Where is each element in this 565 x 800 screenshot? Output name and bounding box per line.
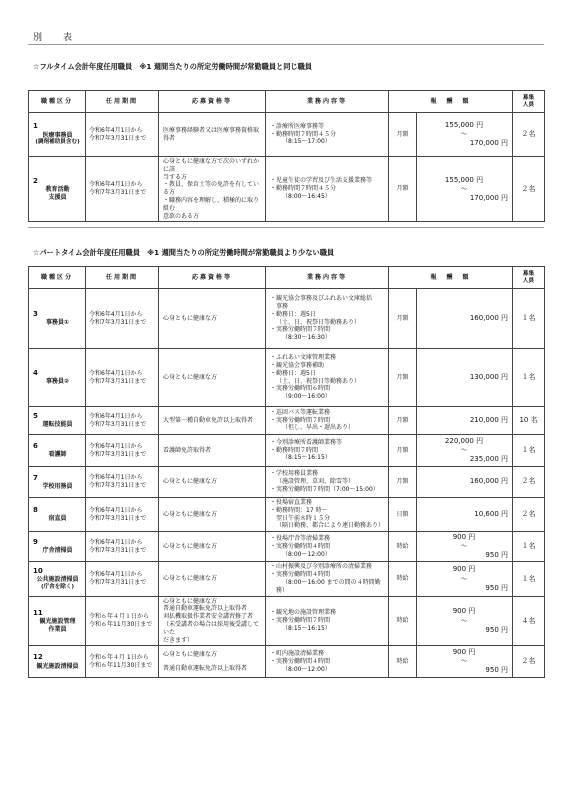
period-cell: [86, 157, 159, 222]
duty-line: （9:00～16:00）: [282, 393, 331, 401]
period-cell: [86, 562, 159, 596]
qualification-cell: [159, 532, 266, 562]
row-number: 11: [33, 608, 43, 617]
header-staff: 募集 人員: [513, 91, 545, 113]
period-line: 令和7年3月31日まで: [89, 318, 147, 326]
duty-line: （土、日、祝祭日等勤務あり）: [276, 377, 361, 385]
period-line: 令和６年11月30日まで: [89, 621, 153, 629]
pay-line: 10,600 円: [474, 510, 509, 519]
qualification-line: 心身ともに健康な方: [163, 478, 218, 486]
duty-line: （8:00～16:00 までの間の４時間勤: [282, 579, 381, 587]
row-number: 9: [33, 538, 38, 547]
table-row: [29, 349, 545, 407]
table-row: [29, 467, 545, 498]
pay-type: 時給: [389, 596, 417, 646]
pay-line: 900 円: [452, 648, 476, 657]
duties-cell: [266, 113, 389, 157]
duty-line: ・実務労働時間４時間: [270, 658, 331, 666]
duty-line: ・今別診療所看護師業務等: [270, 438, 343, 446]
qualification-line: 心身ともに健康な方: [163, 510, 218, 518]
duty-line: ・勤務時間７時間４５分: [270, 185, 337, 193]
duties-cell: [266, 407, 389, 435]
header-duties: 業務内容等: [266, 91, 389, 113]
period-line: 令和7年3月31日まで: [89, 420, 147, 428]
division-cell: [29, 435, 86, 467]
duty-line: （8:00～12:00）: [282, 550, 331, 558]
row-number: 2: [33, 176, 38, 185]
qualification-line: 普通自動車運転免許以上取得者: [163, 665, 248, 673]
qualification-line: 医療事務経験者又は医療事務資格取得者: [163, 126, 260, 142]
pay-type: 時給: [389, 532, 417, 562]
pay-type: 月額: [389, 113, 417, 157]
division-name: 看護師: [48, 451, 67, 459]
fulltime-section-title: ☆フルタイム会計年度任用職員 ※1 週間当たりの所定労働時間が常勤職員と同じ職員: [33, 62, 312, 71]
qualification-cell: [159, 646, 266, 678]
division-cell: [29, 532, 86, 562]
pay-line: ～: [460, 184, 468, 193]
pay-type: 時給: [389, 646, 417, 678]
table-row: [29, 407, 545, 435]
duty-line: ・実務労働時間７時間: [270, 416, 331, 424]
duties-cell: [266, 349, 389, 407]
division-cell: [29, 113, 86, 157]
duties-cell: [266, 562, 389, 596]
pay-amount: [417, 289, 513, 349]
qualification-line: 普通自動車運転免許以上取得者: [163, 605, 248, 613]
duty-line: ・児童生徒の学習及び生活支援業務等: [270, 177, 373, 185]
period-cell: [86, 435, 159, 467]
pay-line: 950 円: [485, 666, 509, 675]
period-cell: [86, 498, 159, 532]
pay-line: 130,000 円: [469, 372, 509, 381]
period-cell: [86, 349, 159, 407]
division-name-line2: 支援員: [48, 193, 67, 201]
qualification-cell: [159, 562, 266, 596]
division-name: 学校用務員: [42, 482, 73, 490]
qualification-line: 刈払機取扱作業者安全講習修了者: [163, 613, 254, 621]
pay-type: 月額: [389, 407, 417, 435]
pay-amount: [417, 157, 513, 222]
divider: [28, 44, 544, 45]
duties-cell: [266, 289, 389, 349]
pay-type: 月額: [389, 157, 417, 222]
staff-count: １名: [513, 562, 545, 596]
period-line: 令和7年3月31日まで: [89, 579, 147, 587]
duties-cell: [266, 157, 389, 222]
qualification-line: （未受講者の場合は採用後受講していた: [163, 621, 260, 636]
duty-line: ・役場宿直業務: [270, 499, 313, 506]
pay-line: ～: [460, 445, 468, 454]
pay-type: 月額: [389, 289, 417, 349]
staff-count: １名: [513, 289, 545, 349]
duty-line: ・勤務時間７時間４５分: [270, 130, 337, 138]
duty-line: （但し、早出・遅出あり）: [282, 424, 355, 432]
qualification-cell: [159, 596, 266, 646]
header-period: 任用期間: [86, 267, 159, 289]
staff-count: 10 名: [513, 407, 545, 435]
qualification-line: 心身ともに健康な方で次のいずれかに該: [163, 158, 260, 173]
duties-cell: [266, 532, 389, 562]
pay-line: ～: [460, 574, 468, 583]
period-cell: [86, 596, 159, 646]
duty-line: ・巡回バス等運転業務: [270, 408, 331, 416]
duty-line: ・実務労働時間６時間: [270, 385, 331, 393]
division-name: 庁舎清掃員: [42, 547, 73, 555]
qualification-cell: [159, 498, 266, 532]
duty-line: 務）: [276, 586, 289, 594]
duty-line: 翌日午前８時１５分: [276, 514, 331, 522]
qualification-line: 当する方: [163, 173, 188, 181]
duty-line: ・勤務日：週5日: [270, 310, 316, 318]
pay-line: ～: [460, 129, 468, 138]
period-line: 令和7年3月31日まで: [89, 482, 147, 489]
qualification-line: 大型第一種自動車免許以上取得者: [163, 416, 254, 424]
duty-line: （8:15～16:15）: [282, 624, 331, 632]
duty-line: ・実務労働時間７時間: [270, 326, 331, 334]
period-line: 令和6年4月1日から: [89, 412, 143, 420]
duty-line: （8:30～16:30）: [282, 334, 331, 342]
pay-line: ～: [460, 542, 468, 551]
period-line: 令和7年3月31日まで: [89, 189, 147, 197]
division-name: 運転技能員: [42, 421, 73, 429]
qualification-line: 心身ともに健康な方: [163, 314, 218, 322]
header-duties: 業務内容等: [266, 267, 389, 289]
division-name: 教育活動: [45, 185, 70, 193]
row-number: 3: [33, 310, 38, 319]
duty-line: ・診療所医療事務等: [270, 122, 325, 130]
period-cell: [86, 646, 159, 678]
page-label: 別 表: [33, 33, 79, 43]
duty-line: ・役場庁舎等清掃業務: [270, 535, 331, 543]
qualification-cell: [159, 435, 266, 467]
fulltime-table: [28, 90, 545, 222]
qualification-cell: [159, 349, 266, 407]
duty-line: ・実務労働時間７時間（7:00～15:00）: [270, 485, 379, 493]
period-line: 令和6年4月1日から: [89, 369, 143, 377]
pay-line: ～: [460, 657, 468, 666]
division-note: (庁舎を除く): [40, 583, 75, 590]
row-number: 7: [33, 473, 38, 482]
row-number: 12: [33, 653, 43, 662]
pay-amount: [417, 435, 513, 467]
duty-line: ・実務労働時間４時間: [270, 542, 331, 550]
division-cell: [29, 289, 86, 349]
duties-cell: [266, 498, 389, 532]
header-period: 任用期間: [86, 91, 159, 113]
division-name: 事務員②: [45, 378, 70, 386]
duties-cell: [266, 646, 389, 678]
pay-amount: [417, 349, 513, 407]
duty-line: ・観光協会事務補助: [270, 361, 325, 369]
pay-line: 155,000 円: [444, 175, 484, 184]
staff-count: ２名: [513, 467, 545, 498]
header-division: 職種区分: [29, 267, 86, 289]
division-name: 観光施設管理: [39, 617, 76, 625]
duty-line: （隔日勤務、都合により連日勤務あり）: [276, 522, 385, 530]
division-cell: [29, 562, 86, 596]
division-cell: [29, 596, 86, 646]
period-cell: [86, 467, 159, 498]
table-row: [29, 596, 545, 646]
row-number: 6: [33, 442, 38, 451]
qualification-line: 看護師免許取得者: [163, 446, 212, 454]
pay-amount: [417, 498, 513, 532]
divider: [28, 227, 544, 228]
duties-cell: [266, 596, 389, 646]
division-name: 医療事務員: [42, 131, 73, 139]
duty-line: （8:15～17:00）: [282, 138, 331, 146]
header-pay: 報 酬 額: [389, 91, 513, 113]
duty-line: ・山村振興及び今別診療所の清掃業務: [270, 563, 373, 571]
duty-line: ・観光地の施設管理業務: [270, 609, 337, 617]
qualification-line: だきます）: [163, 636, 194, 644]
duty-line: ・勤務時間：17 時～: [270, 506, 328, 514]
pay-amount: [417, 646, 513, 678]
division-name: 公共施設清掃員: [36, 576, 79, 584]
row-number: 10: [33, 566, 43, 575]
table-row: [29, 435, 545, 467]
duty-line: ・町内施設清掃業務: [270, 650, 325, 658]
pay-type: 月額: [389, 467, 417, 498]
pay-amount: [417, 596, 513, 646]
pay-type: 月額: [389, 435, 417, 467]
pay-line: 900 円: [452, 565, 476, 574]
duty-line: ・学校用務員業務: [270, 470, 319, 478]
staff-count: ４名: [513, 596, 545, 646]
period-cell: [86, 532, 159, 562]
pay-amount: [417, 532, 513, 562]
qualification-cell: [159, 113, 266, 157]
qualification-line: ・職務内容を理解し、積極的に取り組む: [163, 196, 260, 212]
duties-cell: [266, 467, 389, 498]
qualification-line: 心身ともに健康な方: [163, 542, 218, 550]
parttime-table: [28, 266, 545, 678]
division-name-line2: 作業員: [48, 625, 67, 633]
staff-count: ２名: [513, 157, 545, 222]
duty-line: ・ふれあい文庫管理業務: [270, 354, 337, 362]
row-number: 5: [33, 412, 38, 421]
pay-line: 170,000 円: [469, 193, 509, 202]
pay-amount: [417, 407, 513, 435]
pay-line: 160,000 円: [469, 477, 509, 486]
pay-type: 時給: [389, 562, 417, 596]
duty-line: （8:15～16:15）: [282, 454, 331, 462]
row-number: 1: [33, 122, 38, 131]
period-line: 令和６年４月 1日から: [89, 654, 149, 662]
period-line: 令和６年11月30日まで: [89, 661, 153, 669]
pay-line: 950 円: [485, 583, 509, 592]
duties-cell: [266, 435, 389, 467]
period-line: 令和7年3月31日まで: [89, 546, 147, 554]
pay-line: 950 円: [485, 625, 509, 634]
pay-amount: [417, 467, 513, 498]
pay-line: 900 円: [452, 607, 476, 616]
division-name: 観光施設清掃員: [36, 662, 79, 670]
period-cell: [86, 289, 159, 349]
period-line: 令和6年4月1日から: [89, 310, 143, 318]
period-line: 令和7年3月31日まで: [89, 134, 147, 142]
period-line: 令和６年４月１日から: [89, 613, 150, 621]
header-qualification: 応募資格等: [159, 91, 266, 113]
staff-count: １名: [513, 349, 545, 407]
pay-line: 900 円: [452, 533, 476, 542]
period-cell: [86, 113, 159, 157]
duty-line: ・勤務時間７時間: [270, 446, 319, 454]
period-line: 令和6年4月1日から: [89, 571, 143, 579]
duty-line: 事務: [276, 302, 289, 310]
qualification-cell: [159, 289, 266, 349]
division-name: 事務員①: [45, 319, 70, 327]
qualification-line: 心身ともに健康な方: [163, 373, 218, 381]
qualification-cell: [159, 467, 266, 498]
qualification-cell: [159, 157, 266, 222]
staff-count: １名: [513, 435, 545, 467]
period-cell: [86, 407, 159, 435]
duty-line: （施設管理、草刈、除雪等）: [276, 478, 355, 486]
period-line: 令和6年4月1日から: [89, 474, 143, 482]
period-line: 令和6年4月1日から: [89, 539, 143, 547]
pay-line: 155,000 円: [444, 120, 484, 129]
table-row: [29, 113, 545, 157]
pay-type: 月額: [389, 349, 417, 407]
table-row: [29, 562, 545, 596]
pay-type: 日額: [389, 498, 417, 532]
division-name: 宿直員: [48, 515, 67, 523]
duty-line: ・実務労働時間７時間: [270, 617, 331, 625]
table-row: [29, 498, 545, 532]
pay-line: 235,000 円: [469, 455, 509, 464]
division-cell: [29, 498, 86, 532]
qualification-line: ・教員、保育士等の免許を有している方: [163, 181, 260, 197]
row-number: 4: [33, 369, 38, 378]
pay-amount: [417, 113, 513, 157]
period-line: 令和6年4月1日から: [89, 506, 143, 514]
parttime-section-title: ☆パートタイム会計年度任用職員 ※1 週間当たりの所定労働時間が常勤職員より少ない職員: [33, 248, 335, 257]
staff-count: ２名: [513, 113, 545, 157]
row-number: 8: [33, 506, 38, 515]
duty-line: （8:00～16:45）: [282, 193, 331, 201]
header-staff: 募集 人員: [513, 267, 545, 289]
header-qualification: 応募資格等: [159, 267, 266, 289]
period-line: 令和7年3月31日まで: [89, 377, 147, 385]
period-line: 令和7年3月31日まで: [89, 514, 147, 522]
qualification-line: 心身ともに健康な方: [163, 575, 218, 583]
division-cell: [29, 467, 86, 498]
qualification-line: 心身ともに健康な方: [163, 650, 218, 658]
table-row: [29, 532, 545, 562]
division-cell: [29, 646, 86, 678]
pay-line: 170,000 円: [469, 139, 509, 148]
period-line: 令和6年4月1日から: [89, 181, 143, 189]
pay-line: 220,000 円: [444, 436, 484, 445]
staff-count: ２名: [513, 646, 545, 678]
duty-line: （土、日、祝祭日等勤務あり）: [276, 318, 361, 326]
header-pay: 報 酬 額: [389, 267, 513, 289]
table-row: [29, 157, 545, 222]
duty-line: ・観光協会事務及びふれあい文庫総括: [270, 295, 373, 303]
period-line: 令和6年4月1日から: [89, 126, 143, 134]
table-row: [29, 289, 545, 349]
duty-line: ・勤務日：週5日: [270, 369, 316, 377]
qualification-line: 心身ともに健康な方: [163, 597, 218, 605]
qualification-cell: [159, 407, 266, 435]
qualification-line: 意欲のある方: [163, 212, 200, 220]
header-division: 職種区分: [29, 91, 86, 113]
pay-line: 160,000 円: [469, 313, 509, 322]
pay-amount: [417, 562, 513, 596]
staff-count: １名: [513, 532, 545, 562]
pay-line: 950 円: [485, 551, 509, 560]
division-cell: [29, 349, 86, 407]
division-note: (調剤補助員含む): [35, 139, 80, 146]
division-cell: [29, 407, 86, 435]
division-cell: [29, 157, 86, 222]
duty-line: ・実務労働時間４時間: [270, 571, 331, 579]
period-line: 令和6年4月1日から: [89, 442, 143, 450]
staff-count: ２名: [513, 498, 545, 532]
duty-line: （8:00～12:00）: [282, 665, 331, 673]
pay-line: ～: [460, 616, 468, 625]
table-row: [29, 646, 545, 678]
pay-line: 210,000 円: [469, 415, 509, 424]
period-line: 令和7年3月31日まで: [89, 450, 147, 458]
